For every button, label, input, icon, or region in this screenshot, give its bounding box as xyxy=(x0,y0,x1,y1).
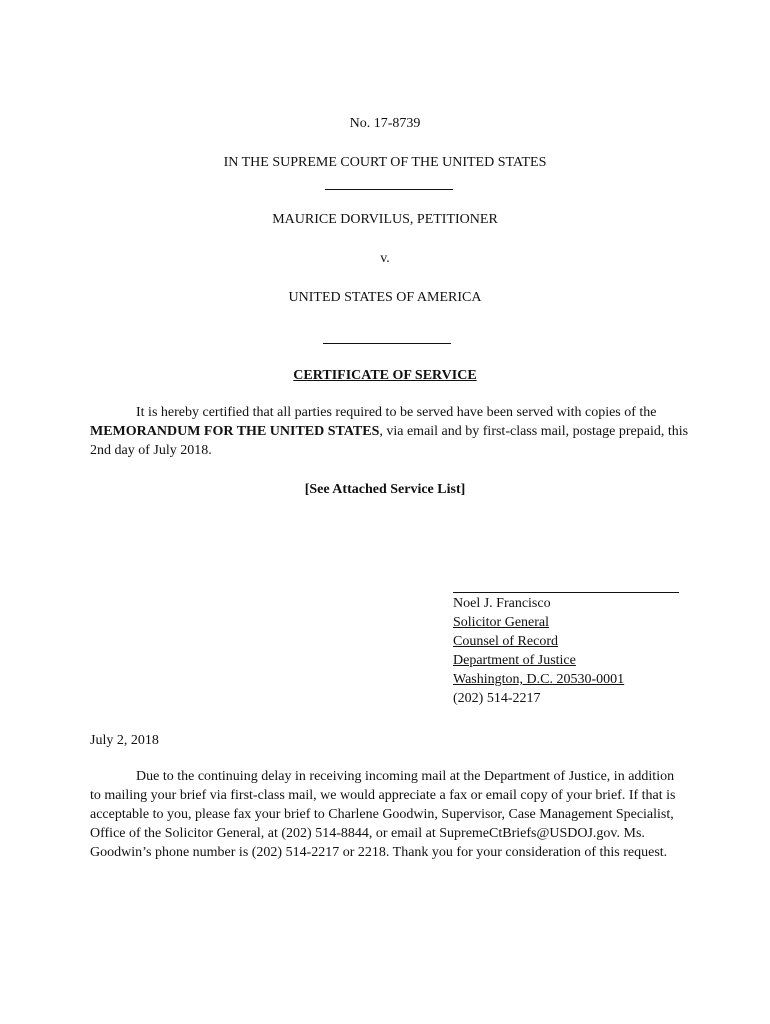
caption-divider-top xyxy=(325,189,453,190)
certificate-heading-row xyxy=(0,366,770,385)
certificate-text-part2: , via email and by first-class mail, postage prepaid, this 2nd day of July 2018. xyxy=(90,424,689,458)
signer-role: Counsel of Record xyxy=(453,634,558,649)
respondent-name: UNITED STATES OF AMERICA xyxy=(288,290,482,305)
document-date: July 2, 2018 xyxy=(90,733,159,748)
petitioner-name: MAURICE DORVILUS, PETITIONER xyxy=(272,212,498,227)
caption-divider-bottom xyxy=(323,343,451,344)
notice-paragraph xyxy=(90,767,676,862)
certificate-text-part1: It is hereby certified that all parties required to be served have been served with copies of the xyxy=(136,405,657,420)
signer-department: Department of Justice xyxy=(453,653,576,668)
certificate-heading: CERTIFICATE OF SERVICE xyxy=(293,368,477,383)
service-list-note: [See Attached Service List] xyxy=(304,482,466,497)
case-number: No. 17-8739 xyxy=(349,116,421,131)
notice-text: Due to the continuing delay in receiving incoming mail at the Department of Justice, in addition to mailing your brief via first-class mail, we would appreciate a fax or email copy of your brief. If that is acceptable to you, please fax your brief to Charlene Goodwin, Supervisor, Case Management Specialist, Office of the Solicitor General, at (202) 514-8844, or email at SupremeCtBriefs@USDOJ.gov. Ms. Goodwin’s phone number is (202) 514-2217 or 2218. Thank you for your consideration of this request. xyxy=(90,769,676,860)
signature-block xyxy=(453,594,693,708)
certificate-document-title: MEMORANDUM FOR THE UNITED STATES xyxy=(90,424,380,439)
versus-label: v. xyxy=(380,251,390,266)
certificate-paragraph xyxy=(90,403,690,460)
signature-line xyxy=(453,592,679,593)
signer-name: Noel J. Francisco xyxy=(453,596,551,611)
signer-phone: (202) 514-2217 xyxy=(453,691,541,706)
signer-address: Washington, D.C. 20530-0001 xyxy=(453,672,625,687)
court-name: IN THE SUPREME COURT OF THE UNITED STATES xyxy=(223,155,547,170)
signer-title: Solicitor General xyxy=(453,615,550,630)
